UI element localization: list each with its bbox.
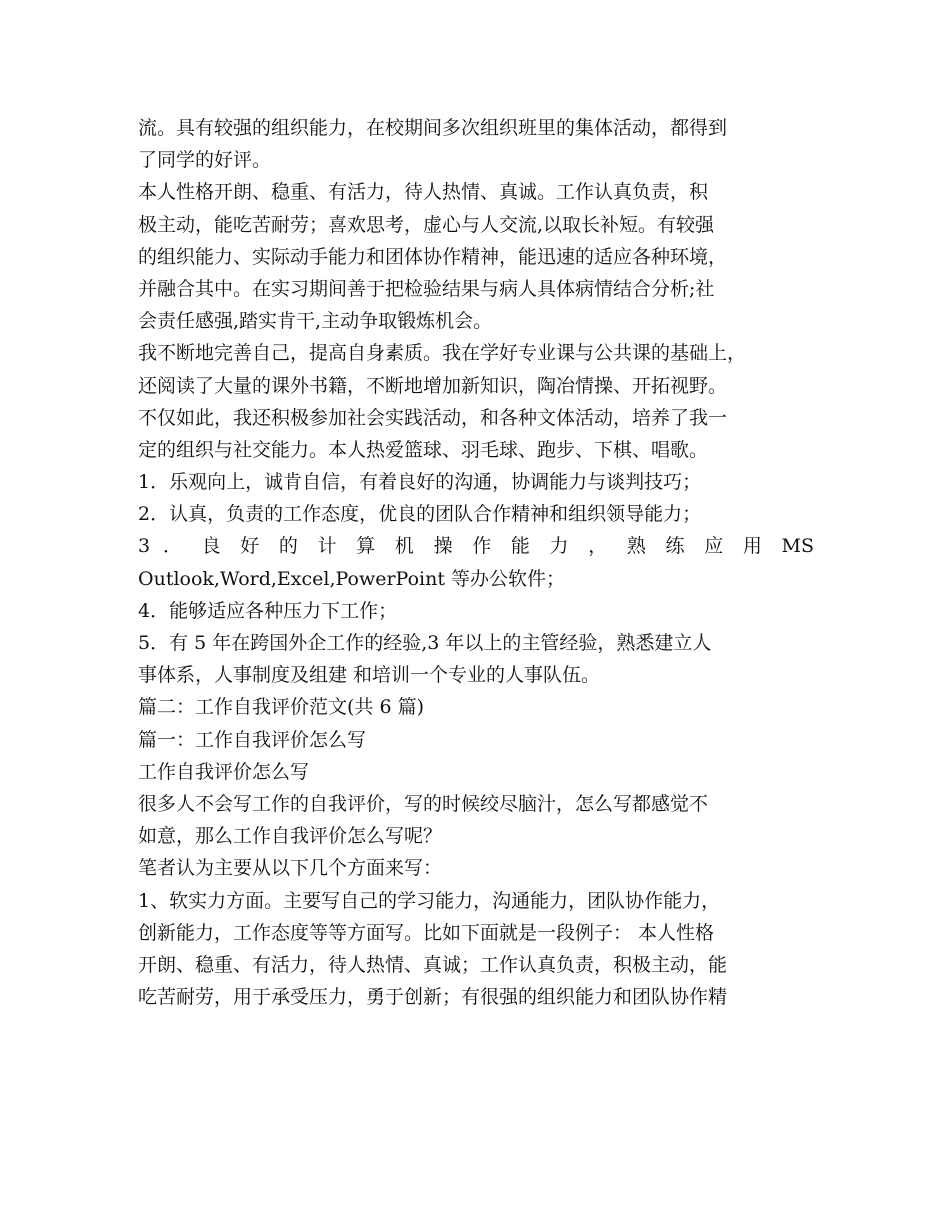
text-line: 创新能力，工作态度等等方面写。比如下面就是一段例子： 本人性格 bbox=[138, 921, 715, 944]
text-line: 2．认真，负责的工作态度，优良的团队合作精神和组织领导能力； bbox=[138, 503, 702, 526]
text-line: 会责任感强,踏实肯干,主动争取锻炼机会。 bbox=[138, 310, 493, 333]
text-line: 我不断地完善自己，提高自身素质。我在学好专业课与公共课的基础上， bbox=[138, 342, 747, 365]
text-line: 极主动，能吃苦耐劳；喜欢思考，虚心与人交流,以取长补短。有较强 bbox=[138, 213, 715, 236]
text-line: Outlook,Word,Excel,PowerPoint 等办公软件； bbox=[138, 567, 565, 590]
text-line: 的组织能力、实际动手能力和团体协作精神，能迅速的适应各种环境， bbox=[138, 245, 728, 268]
text-line: 篇二：工作自我评价范文(共 6 篇) bbox=[138, 696, 424, 719]
text-line: 篇一：工作自我评价怎么写 bbox=[138, 728, 367, 751]
text-line: 笔者认为主要从以下几个方面来写： bbox=[138, 857, 443, 880]
text-line: 本人性格开朗、稳重、有活力，待人热情、真诚。工作认真负责，积 bbox=[138, 181, 709, 204]
document-body bbox=[138, 112, 814, 1013]
text-line: 4．能够适应各种压力下工作； bbox=[138, 599, 398, 622]
text-line: 不仅如此，我还积极参加社会实践活动，和各种文体活动，培养了我一 bbox=[138, 406, 728, 429]
text-line: 定的组织与社交能力。本人热爱篮球、羽毛球、跑步、下棋、唱歌。 bbox=[138, 438, 709, 461]
text-line: 1．乐观向上，诚肯自信，有着良好的沟通，协调能力与谈判技巧； bbox=[138, 471, 702, 494]
text-line: 还阅读了大量的课外书籍，不断地增加新知识，陶冶情操、开拓视野。 bbox=[138, 374, 728, 397]
text-line: 流。具有较强的组织能力，在校期间多次组织班里的集体活动，都得到 bbox=[138, 117, 728, 139]
text-line: 并融合其中。在实习期间善于把检验结果与病人具体病情结合分析;社 bbox=[138, 277, 715, 300]
text-line: 3 ． 良 好 的 计 算 机 操 作 能 力 ， 熟 练 应 用 MS bbox=[138, 535, 814, 558]
text-line: 5．有 5 年在跨国外企工作的经验,3 年以上的主管经验，熟悉建立人 bbox=[138, 632, 712, 654]
text-line: 1、软实力方面。主要写自己的学习能力，沟通能力，团队协作能力， bbox=[138, 889, 721, 912]
text-line: 了同学的好评。 bbox=[138, 149, 272, 172]
text-line: 吃苦耐劳，用于承受压力，勇于创新；有很强的组织能力和团队协作精 bbox=[138, 986, 728, 1009]
text-line: 很多人不会写工作的自我评价，写的时候绞尽脑汁，怎么写都感觉不 bbox=[138, 792, 709, 815]
text-line: 开朗、稳重、有活力，待人热情、真诚；工作认真负责，积极主动，能 bbox=[138, 953, 728, 976]
text-line: 如意，那么工作自我评价怎么写呢？ bbox=[138, 825, 443, 848]
text-line: 工作自我评价怎么写 bbox=[138, 760, 310, 783]
text-line: 事体系，人事制度及组建 和培训一个专业的人事队伍。 bbox=[138, 664, 601, 687]
